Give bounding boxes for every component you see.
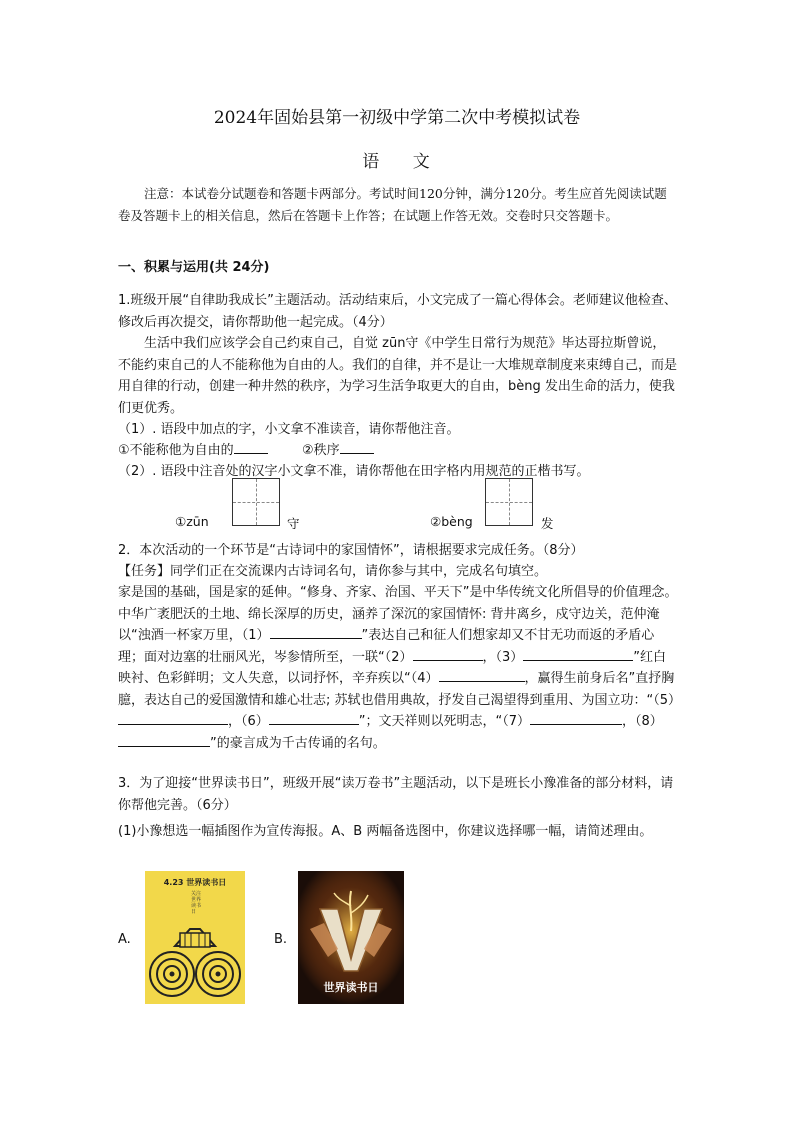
answer-blank[interactable] xyxy=(439,668,525,682)
answer-blank[interactable] xyxy=(270,625,362,639)
answer-blank[interactable] xyxy=(118,733,210,747)
writing-grid-2[interactable] xyxy=(485,478,533,526)
poster-a-image xyxy=(145,871,245,1004)
exam-notice xyxy=(118,183,678,227)
notice-text: 注意：本试卷分试题卷和答题卡两部分。考试时间120分钟，满分120分。考生应首先阅读试题卷及答题卡上的相关信息，然后在答题卡上作答；在试题上作答无效。交卷时只交答题卡。 xyxy=(118,186,667,223)
q2-text: ，（6） xyxy=(228,714,269,729)
q1-item2: ②秩序 xyxy=(301,443,340,458)
grid2-label: ②bèng xyxy=(430,514,473,529)
q2-text: ，（3） xyxy=(482,649,524,665)
answer-blank[interactable] xyxy=(523,647,633,661)
q2-task: 【任务】同学们正在交流课内古诗词名句，请你参与其中，完成名句填空。 xyxy=(118,564,548,579)
binocular-scroll-icon xyxy=(145,871,245,1004)
q1-passage: 生活中我们应该学会自己约束自己，自觉 zūn守《中学生日常行为规范》毕达哥拉斯曾说，不能约束自己的人不能称他为自由的人。我们的自律，并不是让一大堆规章制度来束缚自己，而是用自律的行动，创建一种井然的秩序，为学习生活争取更大的自由，bèng 发出生命的活力，使我们更优秀。 xyxy=(118,336,678,416)
poster-b-image xyxy=(298,871,404,1004)
q3-prompt: 3．为了迎接“世界读书日”，班级开展“读万卷书”主题活动，以下是班长小豫准备的部分材料，请你帮他完善。（6分） xyxy=(118,776,674,813)
answer-blank[interactable] xyxy=(269,711,359,725)
q1-item1: ①不能称他为自由的 xyxy=(118,443,234,458)
answer-blank[interactable] xyxy=(234,440,268,454)
q1-prompt: 1.班级开展“自律助我成长”主题活动。活动结束后，小文完成了一篇心得体会。老师建议他检查、修改后再次提交，请你帮助他一起完成。（4分） xyxy=(118,293,677,330)
q2-prompt: 2．本次活动的一个环节是“古诗词中的家国情怀”，请根据要求完成任务。（8分） xyxy=(118,543,584,558)
poster-a-subtitle: 关注世界读书日 xyxy=(191,891,202,915)
poster-a-title: 4.23 世界读书日 xyxy=(163,878,227,887)
answer-blank[interactable] xyxy=(530,711,622,725)
q1-sub1-items xyxy=(118,440,678,462)
q2-text: ”的豪言成为千古传诵的名句。 xyxy=(210,735,386,751)
q2-text: ，（8） xyxy=(622,714,663,729)
q2-text: ”表达自己和征人们想家却又不甘无功而返的矛盾心理；面对边塞的壮丽风光，岑参情所至，一联“（2） xyxy=(118,628,655,665)
answer-blank[interactable] xyxy=(118,711,228,725)
option-b-label: B. xyxy=(274,932,288,947)
answer-blank[interactable] xyxy=(413,647,483,661)
writing-grid-1[interactable] xyxy=(232,478,280,526)
q1-sub2: （2）. 语段中注音处的汉字小文拿不准，请你帮他在田字格内用规范的正楷书写。 xyxy=(118,464,590,479)
subject-title: 语 文 xyxy=(362,152,444,172)
option-a-label: A. xyxy=(118,932,131,947)
grid1-label: ①zūn xyxy=(175,514,209,529)
section-heading: 一、积累与运用(共 24分) xyxy=(118,260,270,275)
q2-text: ”红白映衬、色彩鲜明；文人失意，以词抒怀，辛弃疾以“（4） xyxy=(118,649,667,686)
q2-passage xyxy=(118,582,682,754)
exam-title: 2024年固始县第一初级中学第二次中考模拟试卷 xyxy=(213,108,581,128)
poster-b-text: 世界读书日 xyxy=(323,981,379,994)
q2-text: 家是国的基础，国是家的延伸。“修身、齐家、治国、平天下”是中华传统文化所倡导的价值理念。中华广袤肥沃的土地、绵长深厚的历史，涵养了深沉的家国情怀: 背井离乡，戍守边关，范仲淹以“浊酒一杯家万里，（1） xyxy=(118,585,678,643)
q1-sub1: （1）. 语段中加点的字，小文拿不准读音，请你帮他注音。 xyxy=(118,422,460,437)
answer-blank[interactable] xyxy=(340,440,374,454)
writing-grid-row xyxy=(175,478,595,530)
q3-sub1: (1)小豫想选一幅插图作为宣传海报。A、B 两幅备选图中，你建议选择哪一幅，请简述理由。 xyxy=(118,824,653,839)
grid1-after: 守 xyxy=(287,516,300,531)
q2-text: ”；文天祥则以死明志，“（7） xyxy=(358,714,531,729)
q2-text: ，赢得生前身后名”直抒胸臆，表达自己的爱国激情和雄心壮志; 苏轼也借用典故，抒发自己渴望得到重用、为国立功：“（5） xyxy=(118,671,682,708)
grid2-after: 发 xyxy=(541,516,554,531)
